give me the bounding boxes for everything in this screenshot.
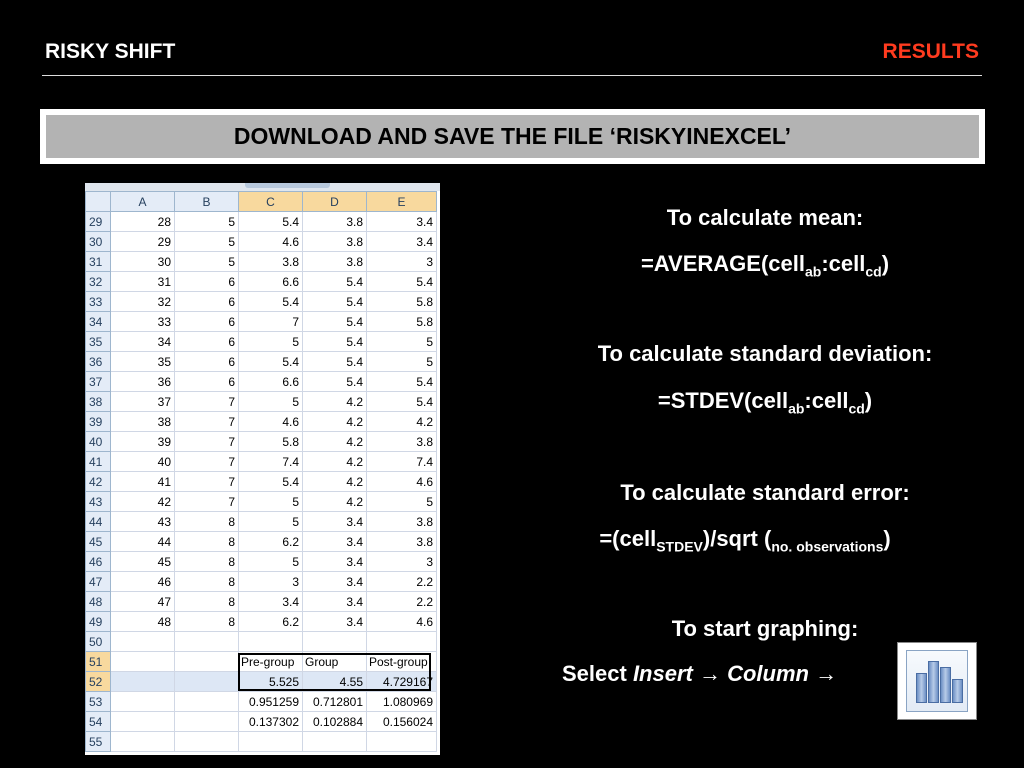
cell-e[interactable]: 5.8: [367, 292, 437, 312]
cell-b[interactable]: 6: [175, 352, 239, 372]
cell-a[interactable]: 45: [111, 552, 175, 572]
row-header[interactable]: 42: [86, 472, 111, 492]
column-header-a[interactable]: A: [111, 192, 175, 212]
sd-heading: To calculate standard deviation:: [597, 341, 933, 366]
cell-a[interactable]: [111, 692, 175, 712]
row-header[interactable]: 36: [86, 352, 111, 372]
cell-e[interactable]: 7.4: [367, 452, 437, 472]
row-header[interactable]: 29: [86, 212, 111, 232]
table-row: [86, 532, 437, 552]
table-row: [86, 472, 437, 492]
cell-a[interactable]: 39: [111, 432, 175, 452]
cell-d[interactable]: 5.4: [303, 312, 367, 332]
cell-b[interactable]: [175, 692, 239, 712]
table-row: [86, 592, 437, 612]
cell-c[interactable]: 5: [239, 492, 303, 512]
cell-b[interactable]: 8: [175, 512, 239, 532]
cell-d[interactable]: 3.4: [303, 512, 367, 532]
cell-d[interactable]: [303, 732, 367, 752]
cell-e[interactable]: 5.4: [367, 372, 437, 392]
cell-c[interactable]: 4.6: [239, 232, 303, 252]
cell-d[interactable]: 5.4: [303, 332, 367, 352]
table-row: [86, 632, 437, 652]
cell-b[interactable]: 5: [175, 232, 239, 252]
section-label: RESULTS: [882, 40, 979, 63]
cell-d[interactable]: 4.2: [303, 472, 367, 492]
cell-d[interactable]: 5.4: [303, 372, 367, 392]
cell-d[interactable]: 4.2: [303, 492, 367, 512]
table-row: [86, 692, 437, 712]
cell-d[interactable]: 0.712801: [303, 692, 367, 712]
cell-c[interactable]: 5.4: [239, 292, 303, 312]
column-chart-icon[interactable]: [897, 642, 977, 720]
table-row: [86, 252, 437, 272]
cell-e[interactable]: 3: [367, 252, 437, 272]
cell-e[interactable]: 5: [367, 332, 437, 352]
cell-d[interactable]: 3.4: [303, 612, 367, 632]
cell-d[interactable]: 5.4: [303, 352, 367, 372]
spreadsheet-toolbar-edge: [85, 183, 440, 191]
table-row: [86, 512, 437, 532]
column-header-e[interactable]: E: [367, 192, 437, 212]
cell-d[interactable]: 4.55: [303, 672, 367, 692]
table-row: [86, 232, 437, 252]
table-row: [86, 372, 437, 392]
cell-d[interactable]: 5.4: [303, 272, 367, 292]
cell-d[interactable]: 4.2: [303, 452, 367, 472]
spreadsheet-grid[interactable]: [85, 191, 437, 752]
cell-a[interactable]: 44: [111, 532, 175, 552]
table-row: [86, 212, 437, 232]
cell-b[interactable]: [175, 672, 239, 692]
cell-e[interactable]: 4.6: [367, 612, 437, 632]
cell-e[interactable]: 3.8: [367, 432, 437, 452]
cell-d[interactable]: 3.4: [303, 552, 367, 572]
cell-a[interactable]: 31: [111, 272, 175, 292]
chart-icon-frame: [906, 650, 968, 712]
cell-d[interactable]: 3.8: [303, 232, 367, 252]
cell-e[interactable]: 5: [367, 352, 437, 372]
cell-d[interactable]: 4.2: [303, 412, 367, 432]
cell-b[interactable]: [175, 652, 239, 672]
cell-c[interactable]: 7: [239, 312, 303, 332]
cell-c[interactable]: 5.525: [239, 672, 303, 692]
table-row: [86, 492, 437, 512]
table-row: [86, 272, 437, 292]
table-row: [86, 352, 437, 372]
cell-e[interactable]: 5.4: [367, 272, 437, 292]
cell-b[interactable]: 5: [175, 252, 239, 272]
cell-a[interactable]: 29: [111, 232, 175, 252]
column-header-b[interactable]: B: [175, 192, 239, 212]
cell-e[interactable]: 2.2: [367, 592, 437, 612]
row-header[interactable]: 55: [86, 732, 111, 752]
cell-e[interactable]: 1.080969: [367, 692, 437, 712]
row-header[interactable]: 31: [86, 252, 111, 272]
cell-d[interactable]: 0.102884: [303, 712, 367, 732]
cell-c[interactable]: 6.6: [239, 272, 303, 292]
cell-b[interactable]: 6: [175, 332, 239, 352]
cell-a[interactable]: [111, 652, 175, 672]
cell-e[interactable]: 3.4: [367, 212, 437, 232]
table-row: [86, 432, 437, 452]
cell-b[interactable]: 8: [175, 572, 239, 592]
cell-b[interactable]: [175, 712, 239, 732]
cell-d[interactable]: 3.8: [303, 212, 367, 232]
cell-c[interactable]: Pre-group: [239, 652, 303, 672]
spreadsheet[interactable]: [85, 183, 440, 755]
cell-b[interactable]: 6: [175, 372, 239, 392]
cell-a[interactable]: 35: [111, 352, 175, 372]
cell-b[interactable]: [175, 632, 239, 652]
cell-c[interactable]: 5.4: [239, 212, 303, 232]
cell-e[interactable]: 4.2: [367, 412, 437, 432]
cell-b[interactable]: 5: [175, 212, 239, 232]
cell-a[interactable]: 40: [111, 452, 175, 472]
table-row: [86, 672, 437, 692]
cell-c[interactable]: 3.4: [239, 592, 303, 612]
column-header-d[interactable]: D: [303, 192, 367, 212]
cell-e[interactable]: 5.8: [367, 312, 437, 332]
cell-b[interactable]: 7: [175, 432, 239, 452]
cell-c[interactable]: 7.4: [239, 452, 303, 472]
cell-c[interactable]: 5: [239, 512, 303, 532]
row-header[interactable]: 30: [86, 232, 111, 252]
cell-c[interactable]: 5: [239, 392, 303, 412]
graph-instruction: Select Insert → Column →: [562, 661, 838, 686]
row-header[interactable]: 44: [86, 512, 111, 532]
cell-a[interactable]: 43: [111, 512, 175, 532]
row-header[interactable]: 46: [86, 552, 111, 572]
cell-a[interactable]: 38: [111, 412, 175, 432]
cell-a[interactable]: [111, 672, 175, 692]
cell-e[interactable]: 3: [367, 552, 437, 572]
cell-d[interactable]: 5.4: [303, 292, 367, 312]
column-header-c[interactable]: C: [239, 192, 303, 212]
graph-heading: To start graphing:: [671, 616, 859, 641]
se-formula: =(cell$_{STDEV}$)/sqrt $(_{no. observations})$: [599, 526, 891, 555]
cell-c[interactable]: 6.6: [239, 372, 303, 392]
cell-a[interactable]: 34: [111, 332, 175, 352]
cell-a[interactable]: 41: [111, 472, 175, 492]
cell-d[interactable]: 3.8: [303, 252, 367, 272]
cell-c[interactable]: 0.137302: [239, 712, 303, 732]
cell-d[interactable]: 3.4: [303, 572, 367, 592]
row-header[interactable]: 45: [86, 532, 111, 552]
row-header[interactable]: 38: [86, 392, 111, 412]
cell-b[interactable]: 6: [175, 292, 239, 312]
cell-c[interactable]: 5.8: [239, 432, 303, 452]
cell-c[interactable]: 0.951259: [239, 692, 303, 712]
cell-a[interactable]: 32: [111, 292, 175, 312]
row-header[interactable]: 47: [86, 572, 111, 592]
cell-e[interactable]: 2.2: [367, 572, 437, 592]
table-row: [86, 552, 437, 572]
column-header-row: [86, 192, 437, 212]
cell-d[interactable]: [303, 632, 367, 652]
table-row: [86, 652, 437, 672]
table-row: [86, 332, 437, 352]
cell-c[interactable]: 5.4: [239, 472, 303, 492]
row-header[interactable]: 37: [86, 372, 111, 392]
cell-b[interactable]: 7: [175, 392, 239, 412]
banner-text: DOWNLOAD AND SAVE THE FILE ‘RISKYINEXCEL’: [46, 115, 979, 158]
cell-d[interactable]: 4.2: [303, 432, 367, 452]
cell-d[interactable]: 3.4: [303, 532, 367, 552]
cell-a[interactable]: 48: [111, 612, 175, 632]
cell-b[interactable]: [175, 732, 239, 752]
cell-c[interactable]: 6.2: [239, 532, 303, 552]
cell-a[interactable]: [111, 732, 175, 752]
cell-b[interactable]: 6: [175, 272, 239, 292]
table-row: [86, 572, 437, 592]
cell-e[interactable]: [367, 632, 437, 652]
cell-e[interactable]: [367, 732, 437, 752]
cell-c[interactable]: 6.2: [239, 612, 303, 632]
cell-e[interactable]: 3.8: [367, 512, 437, 532]
cell-e[interactable]: 5.4: [367, 392, 437, 412]
cell-b[interactable]: 6: [175, 312, 239, 332]
cell-a[interactable]: 37: [111, 392, 175, 412]
cell-d[interactable]: Group: [303, 652, 367, 672]
cell-c[interactable]: 4.6: [239, 412, 303, 432]
table-row: [86, 312, 437, 332]
row-header[interactable]: 51: [86, 652, 111, 672]
row-header[interactable]: 34: [86, 312, 111, 332]
cell-a[interactable]: 42: [111, 492, 175, 512]
cell-c[interactable]: [239, 632, 303, 652]
cell-c[interactable]: 5: [239, 552, 303, 572]
cell-b[interactable]: 8: [175, 592, 239, 612]
cell-e[interactable]: 3.4: [367, 232, 437, 252]
sd-formula: =STDEV(cell$_{ab}$:cell$_{cd}$): [657, 388, 873, 417]
cell-a[interactable]: 30: [111, 252, 175, 272]
table-row: [86, 292, 437, 312]
cell-e[interactable]: 4.729167: [367, 672, 437, 692]
cell-c[interactable]: 3.8: [239, 252, 303, 272]
row-header[interactable]: 43: [86, 492, 111, 512]
row-header[interactable]: 54: [86, 712, 111, 732]
row-header[interactable]: 39: [86, 412, 111, 432]
cell-c[interactable]: [239, 732, 303, 752]
cell-a[interactable]: [111, 712, 175, 732]
cell-b[interactable]: 8: [175, 612, 239, 632]
table-row: [86, 712, 437, 732]
row-header[interactable]: 32: [86, 272, 111, 292]
corner-cell[interactable]: [86, 192, 111, 212]
cell-b[interactable]: 7: [175, 412, 239, 432]
cell-b[interactable]: 7: [175, 472, 239, 492]
cell-e[interactable]: Post-group: [367, 652, 437, 672]
cell-c[interactable]: 3: [239, 572, 303, 592]
cell-d[interactable]: 4.2: [303, 392, 367, 412]
slide-title: RISKY SHIFT: [45, 40, 176, 63]
table-row: [86, 392, 437, 412]
cell-a[interactable]: 36: [111, 372, 175, 392]
se-heading: To calculate standard error:: [620, 480, 910, 505]
row-header[interactable]: 49: [86, 612, 111, 632]
row-header[interactable]: 41: [86, 452, 111, 472]
table-row: [86, 412, 437, 432]
row-header[interactable]: 35: [86, 332, 111, 352]
cell-a[interactable]: [111, 632, 175, 652]
cell-c[interactable]: 5: [239, 332, 303, 352]
cell-e[interactable]: 3.8: [367, 532, 437, 552]
cell-c[interactable]: 5.4: [239, 352, 303, 372]
table-row: [86, 452, 437, 472]
table-row: [86, 612, 437, 632]
row-header[interactable]: 52: [86, 672, 111, 692]
cell-d[interactable]: 3.4: [303, 592, 367, 612]
cell-b[interactable]: 8: [175, 552, 239, 572]
cell-e[interactable]: 5: [367, 492, 437, 512]
cell-a[interactable]: 47: [111, 592, 175, 612]
header-divider: [42, 75, 982, 76]
row-header[interactable]: 50: [86, 632, 111, 652]
row-header[interactable]: 33: [86, 292, 111, 312]
download-banner: [40, 109, 985, 164]
row-header[interactable]: 53: [86, 692, 111, 712]
mean-heading: To calculate mean:: [666, 205, 864, 230]
row-header[interactable]: 48: [86, 592, 111, 612]
cell-b[interactable]: 7: [175, 452, 239, 472]
cell-e[interactable]: 0.156024: [367, 712, 437, 732]
table-row: [86, 732, 437, 752]
cell-b[interactable]: 7: [175, 492, 239, 512]
cell-e[interactable]: 4.6: [367, 472, 437, 492]
mean-formula: =AVERAGE(cell$_{ab}$:cell$_{cd}$): [640, 251, 890, 280]
cell-a[interactable]: 28: [111, 212, 175, 232]
cell-b[interactable]: 8: [175, 532, 239, 552]
row-header[interactable]: 40: [86, 432, 111, 452]
cell-a[interactable]: 33: [111, 312, 175, 332]
cell-a[interactable]: 46: [111, 572, 175, 592]
